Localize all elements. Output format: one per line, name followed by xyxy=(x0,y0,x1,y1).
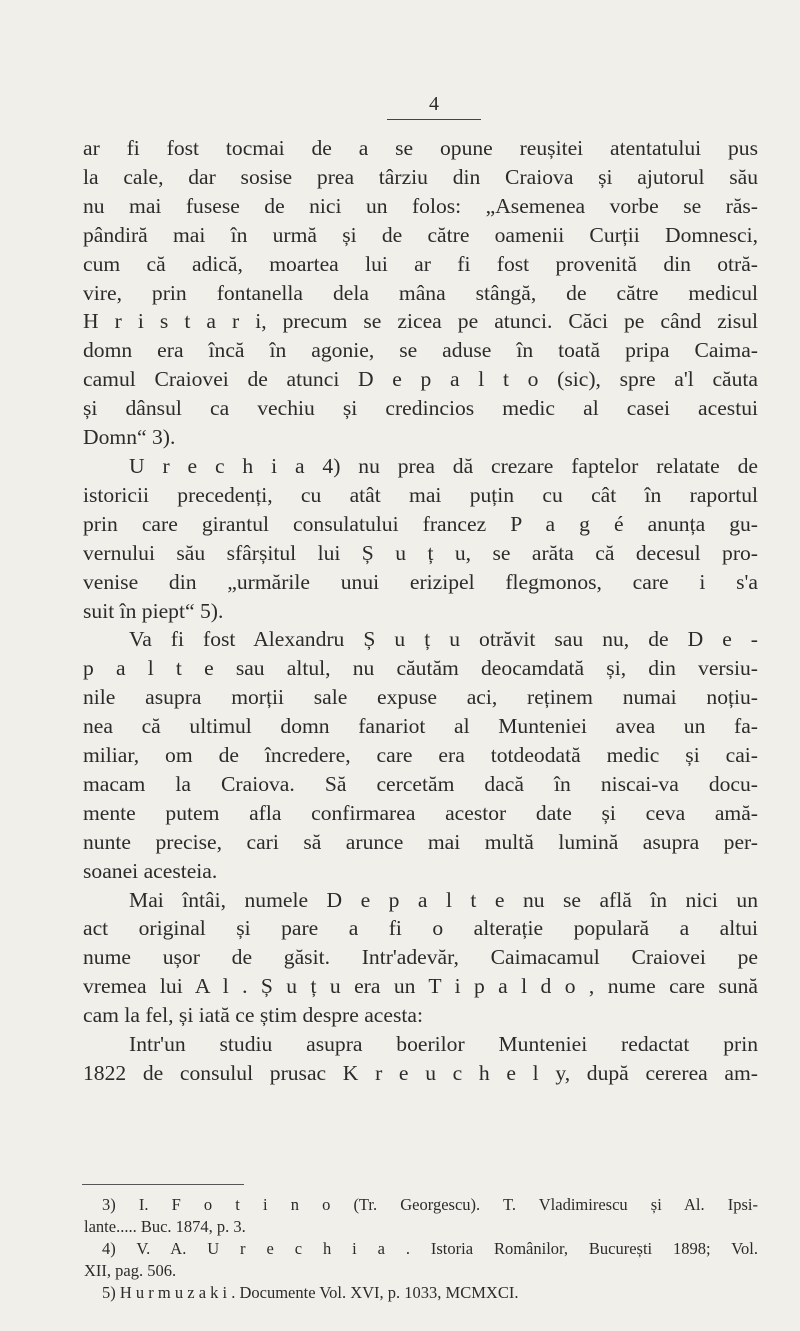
text-line: și dânsul ca vechiu și credincios medic al casei acestui xyxy=(83,396,758,421)
text-line: ar fi fost tocmai de a se opune reușitei atentatului pus xyxy=(83,136,758,160)
footnotes xyxy=(84,1194,758,1304)
text-line: camul Craiovei de atunci D e p a l t o (sic), spre a'l căuta xyxy=(83,367,758,392)
text-line: mente putem afla confirmarea acestor date și ceva amă- xyxy=(83,800,758,825)
footnote-line: lante..... Buc. 1874, p. 3. xyxy=(84,1217,246,1236)
text-line: cam la fel, și iată ce știm despre acesta: xyxy=(83,1003,423,1028)
text-line: nunte precise, cari să arunce mai multă lumină asupra per- xyxy=(83,829,758,854)
footnote-line: 3) I. F o t i n o (Tr. Georgescu). T. Vladimirescu și Al. Ipsi- xyxy=(102,1195,758,1214)
text-line: Domn“ 3). xyxy=(83,425,176,450)
text-line: Va fi fost Alexandru Ș u ț u otrăvit sau nu, de D e - xyxy=(129,627,758,652)
text-line: nile asupra morții sale expuse aci, reținem numai noțiu- xyxy=(83,685,758,710)
text-line: nu mai fusese de nici un folos: „Asemenea vorbe se răs- xyxy=(83,193,758,218)
text-line: la cale, dar sosise prea târziu din Craiova și ajutorul său xyxy=(83,164,758,189)
text-line: Mai întâi, numele D e p a l t e nu se află în nici un xyxy=(129,887,758,912)
text-line: prin care girantul consulatului francez P a g é anunța gu- xyxy=(83,511,758,536)
page-number-rule xyxy=(387,119,481,120)
text-line: vremea lui A l . Ș u ț u era un T i p a l d o , nume care sună xyxy=(83,974,758,999)
body-text xyxy=(83,134,758,1088)
text-line: U r e c h i a 4) nu prea dă crezare faptelor relatate de xyxy=(129,453,758,478)
page-number: 4 xyxy=(429,93,439,115)
footnote-line: 4) V. A. U r e c h i a . Istoria Românilor, București 1898; Vol. xyxy=(102,1239,758,1258)
footnote-line: 5) H u r m u z a k i . Documente Vol. XVI, p. 1033, MCMXCI. xyxy=(102,1283,519,1302)
text-line: istoricii precedenți, cu atât mai puțin cu cât în raportul xyxy=(83,482,758,507)
text-line: 1822 de consulul prusac K r e u c h e l y, după cererea am- xyxy=(83,1061,758,1085)
text-line: nea că ultimul domn fanariot al Munteniei avea un fa- xyxy=(83,714,758,739)
text-line: domn era încă în agonie, se aduse în toată pripa Caima- xyxy=(83,338,758,363)
text-line: soanei acesteia. xyxy=(83,858,218,883)
text-line: pândiră mai în urmă și de către oamenii Curții Domnesci, xyxy=(83,222,758,247)
text-line: vire, prin fontanella dela mâna stângă, de către medicul xyxy=(83,280,758,305)
text-line: macam la Craiova. Să cercetăm dacă în niscai-va docu- xyxy=(83,771,758,796)
text-line: nume ușor de găsit. Intr'adevăr, Caimacamul Craiovei pe xyxy=(83,945,758,970)
text-line: act original și pare a fi o alterație populară a altui xyxy=(83,916,758,941)
text-line: miliar, om de încredere, care era totdeodată medic și cai- xyxy=(83,743,758,768)
footnote-separator xyxy=(82,1184,244,1185)
footnote-line: XII, pag. 506. xyxy=(84,1261,177,1280)
page-header xyxy=(387,93,481,120)
text-line: p a l t e sau altul, nu căutăm deocamdată și, din versiu- xyxy=(83,656,758,681)
text-line: suit în piept“ 5). xyxy=(83,598,224,623)
text-line: vernului său sfârșitul lui Ș u ț u, se arăta că decesul pro- xyxy=(83,540,758,565)
text-line: Intr'un studiu asupra boerilor Munteniei redactat prin xyxy=(129,1032,758,1057)
text-line: H r i s t a r i, precum se zicea pe atunci. Căci pe când zisul xyxy=(83,309,758,334)
text-line: cum că adică, moartea lui ar fi fost provenită din otră- xyxy=(83,251,758,276)
text-line: venise din „urmările unui erizipel flegmonos, care i s'a xyxy=(83,569,758,594)
